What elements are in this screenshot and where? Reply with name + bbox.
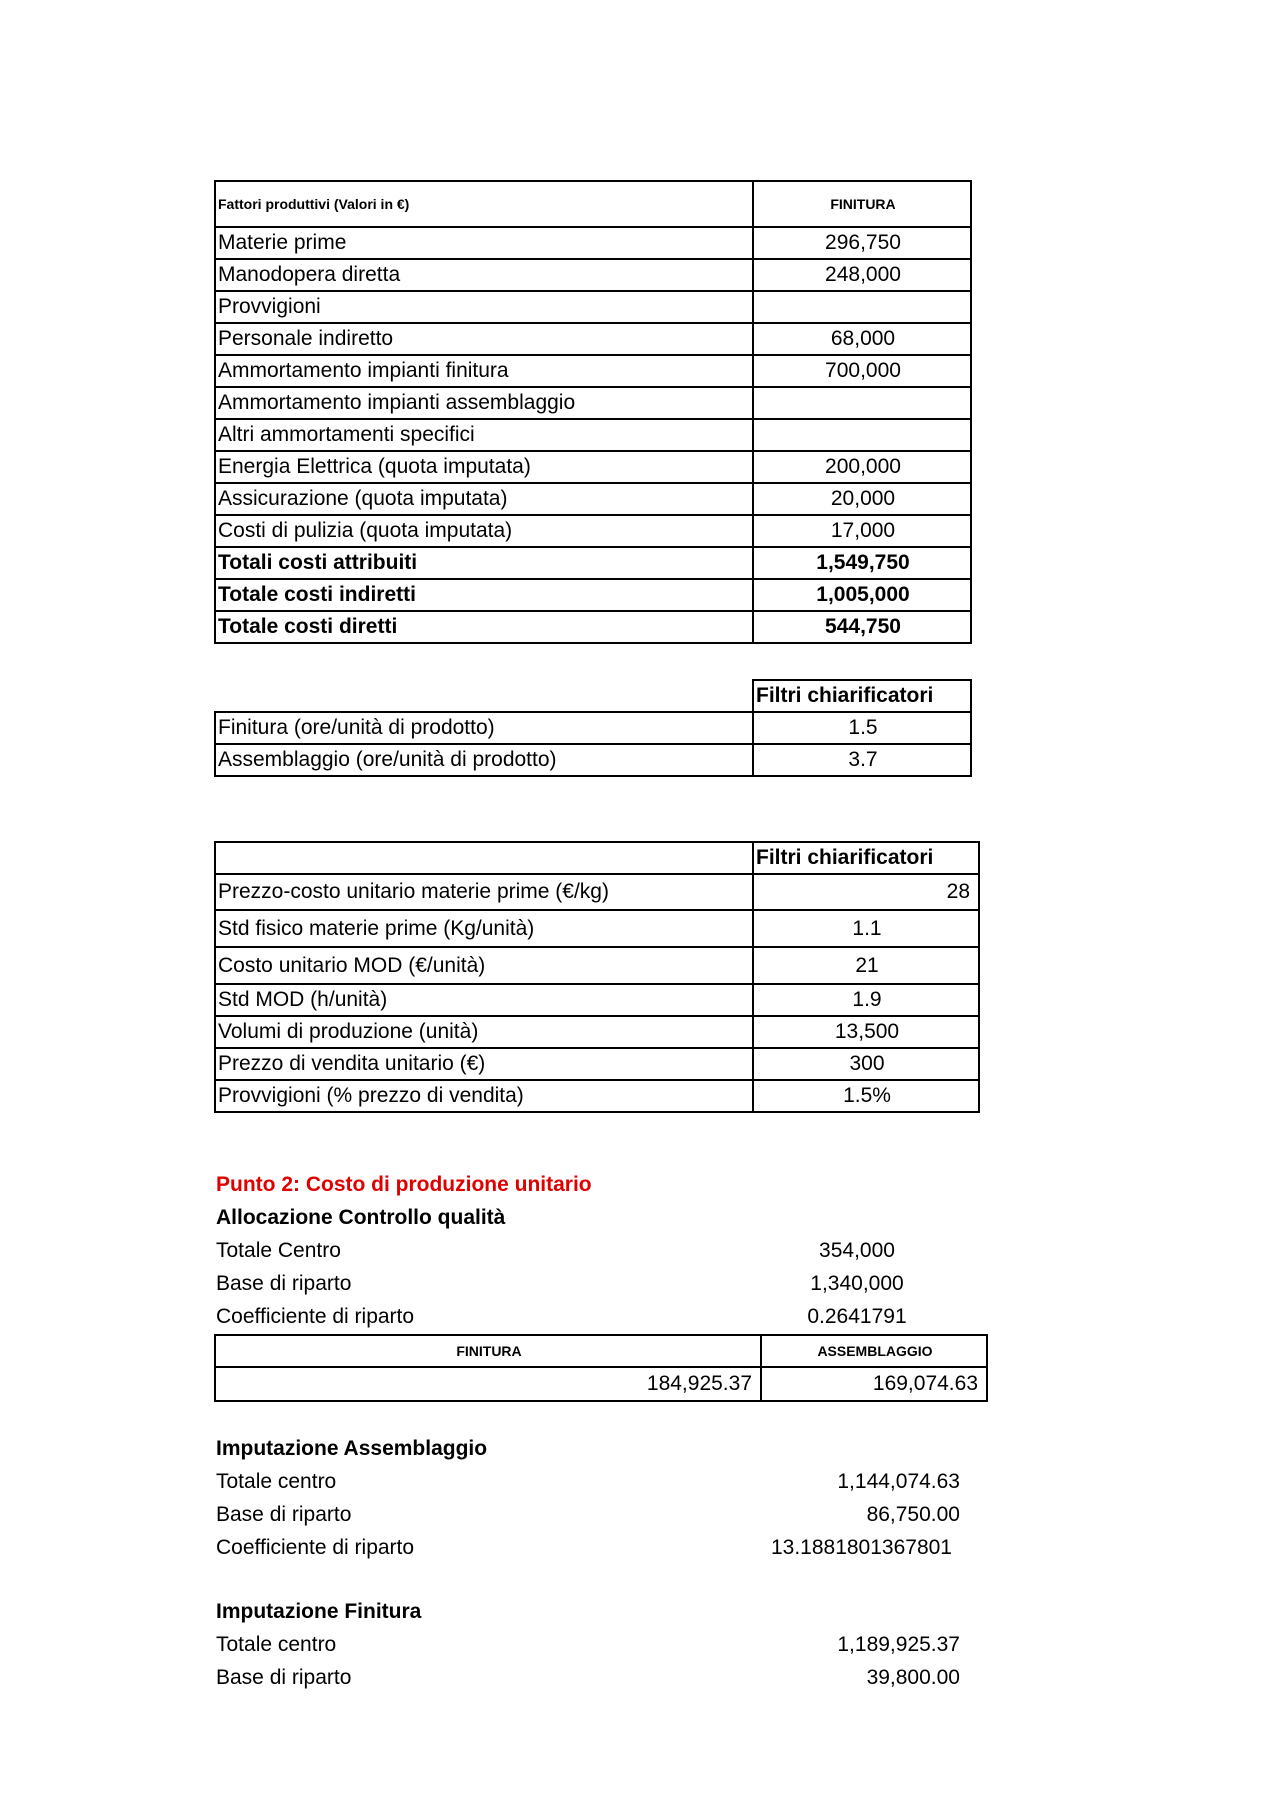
table-row-label: Std MOD (h/unità) xyxy=(215,984,753,1016)
base-riparto-label: Base di riparto xyxy=(216,1503,352,1526)
base-riparto-label: Base di riparto xyxy=(216,1666,352,1689)
table-row-label: Prezzo-costo unitario materie prime (€/kg) xyxy=(215,874,753,910)
allocazione-title: Allocazione Controllo qualità xyxy=(216,1206,506,1229)
table-row-label: Manodopera diretta xyxy=(215,259,753,291)
total-row-label: Totale costi diretti xyxy=(215,611,753,643)
empty-cell xyxy=(215,680,753,712)
base-riparto-value: 86,750.00 xyxy=(866,1503,960,1526)
table-row-label: Costi di pulizia (quota imputata) xyxy=(215,515,753,547)
table-row-label: Ammortamento impianti finitura xyxy=(215,355,753,387)
imputazione-assemblaggio-section xyxy=(216,1432,968,1564)
totale-centro-value: 1,189,925.37 xyxy=(837,1633,960,1656)
val-finitura: 184,925.37 xyxy=(215,1367,761,1401)
base-riparto-value: 1,340,000 xyxy=(810,1272,904,1295)
punto2-section xyxy=(216,1168,968,1333)
totale-centro-value: 354,000 xyxy=(819,1239,895,1262)
table-row-value: 13,500 xyxy=(753,1016,979,1048)
coefficiente-label: Coefficiente di riparto xyxy=(216,1536,415,1559)
val-assemblaggio: 169,074.63 xyxy=(761,1367,987,1401)
total-row-value: 544,750 xyxy=(753,611,971,643)
totale-centro-label: Totale centro xyxy=(216,1470,337,1493)
table-row-label: Personale indiretto xyxy=(215,323,753,355)
table-row-value: 21 xyxy=(753,947,979,984)
table-row-label: Prezzo di vendita unitario (€) xyxy=(215,1048,753,1080)
table-row-value: 17,000 xyxy=(753,515,971,547)
total-row-label: Totali costi attribuiti xyxy=(215,547,753,579)
table-row-value: 1.5% xyxy=(753,1080,979,1112)
totale-centro-value: 1,144,074.63 xyxy=(837,1470,960,1493)
table-row-value: 3.7 xyxy=(753,744,971,776)
totale-centro-label: Totale Centro xyxy=(216,1239,341,1262)
table-row-value: 1.5 xyxy=(753,712,971,744)
table-row-label: Provvigioni xyxy=(215,291,753,323)
imputazione-finitura-section xyxy=(216,1595,968,1694)
allocazione-table xyxy=(214,1334,988,1402)
table-row-label: Std fisico materie prime (Kg/unità) xyxy=(215,910,753,947)
total-row-value: 1,005,000 xyxy=(753,579,971,611)
section-title: Punto 2: Costo di produzione unitario xyxy=(216,1173,592,1196)
table-row-label: Materie prime xyxy=(215,227,753,259)
table-row-value: 700,000 xyxy=(753,355,971,387)
table-row-value: 68,000 xyxy=(753,323,971,355)
table-row-value: 1.1 xyxy=(753,910,979,947)
coefficiente-label: Coefficiente di riparto xyxy=(216,1305,415,1328)
parametri-table xyxy=(214,841,980,1113)
col-finitura-header: FINITURA xyxy=(215,1335,761,1367)
table-row-value: 28 xyxy=(753,874,979,910)
fattori-produttivi-table xyxy=(214,180,972,644)
table-row-label: Assicurazione (quota imputata) xyxy=(215,483,753,515)
totale-centro-label: Totale centro xyxy=(216,1633,337,1656)
empty-cell xyxy=(215,842,753,874)
table-row-label: Costo unitario MOD (€/unità) xyxy=(215,947,753,984)
table-header-filtri: Filtri chiarificatori xyxy=(753,680,971,712)
ore-unita-table xyxy=(214,679,972,777)
table-header-label: Fattori produttivi (Valori in €) xyxy=(215,181,753,227)
table-row-value xyxy=(753,291,971,323)
table-row-label: Volumi di produzione (unità) xyxy=(215,1016,753,1048)
col-assemblaggio-header: ASSEMBLAGGIO xyxy=(761,1335,987,1367)
table-row-label: Provvigioni (% prezzo di vendita) xyxy=(215,1080,753,1112)
table-row-label: Altri ammortamenti specifici xyxy=(215,419,753,451)
table-row-value: 20,000 xyxy=(753,483,971,515)
table-row-value xyxy=(753,387,971,419)
imputazione-finitura-title: Imputazione Finitura xyxy=(216,1600,422,1623)
table-row-value: 248,000 xyxy=(753,259,971,291)
table-row-value: 200,000 xyxy=(753,451,971,483)
imputazione-assemblaggio-title: Imputazione Assemblaggio xyxy=(216,1437,488,1460)
table-row-label: Assemblaggio (ore/unità di prodotto) xyxy=(215,744,753,776)
table-header-filtri: Filtri chiarificatori xyxy=(753,842,979,874)
coefficiente-value: 0.2641791 xyxy=(807,1305,907,1328)
table-row-label: Energia Elettrica (quota imputata) xyxy=(215,451,753,483)
total-row-label: Totale costi indiretti xyxy=(215,579,753,611)
table-row-value: 300 xyxy=(753,1048,979,1080)
total-row-value: 1,549,750 xyxy=(753,547,971,579)
table-row-value: 296,750 xyxy=(753,227,971,259)
table-row-label: Ammortamento impianti assemblaggio xyxy=(215,387,753,419)
table-header-finitura: FINITURA xyxy=(753,181,971,227)
table-row-value xyxy=(753,419,971,451)
base-riparto-label: Base di riparto xyxy=(216,1272,352,1295)
table-row-label: Finitura (ore/unità di prodotto) xyxy=(215,712,753,744)
coefficiente-value: 13.1881801367801 xyxy=(770,1536,952,1559)
base-riparto-value: 39,800.00 xyxy=(866,1666,960,1689)
table-row-value: 1.9 xyxy=(753,984,979,1016)
